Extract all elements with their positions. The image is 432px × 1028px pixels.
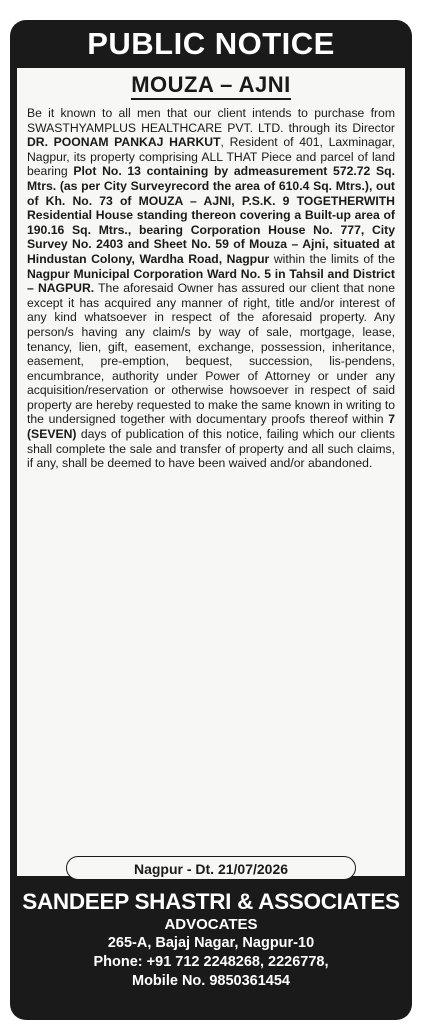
firm-role: ADVOCATES [164, 916, 258, 933]
body-bold-run: Plot No. 13 containing by admeasurement 572.72 Sq. Mtrs. (as per City Surveyrecord the area of 610.4 Sq. Mtrs.), out of Kh. No. 73 of MOUZA – AJNI, P.S.K. 9 TOGETHERWITH Residential House standing thereon covering a Built-up area of 190.16 Sq. Mtrs., bearing Corporation House No. 777, City Survey No. 2403 and Sheet No. 59 of Mouza – Ajni, situated at Hindustan Colony, Wardha Road, Nagpur [27, 164, 395, 266]
body-text-run: days of publication of this notice, failing which our clients shall complete the sale and transfer of property and all such claims, if any, shall be deemed to have been waived and/or abandoned. [27, 427, 395, 471]
notice-title: PUBLIC NOTICE [87, 26, 335, 61]
notice-body-text [27, 106, 395, 471]
notice-date: Nagpur - Dt. 21/07/2026 [66, 856, 356, 880]
body-text-run: The aforesaid Owner has assured our client that none except it has acquired any manner of right, title and/or interest of any kind whatsoever in respect of the aforesaid property. Any person/s having any claim/s by way of sale, mortgage, lease, tenancy, lien, gift, easement, exchange, possession, inheritance, easement, pre-emption, bequest, succession, lis-pendens, encumbrance, authority under Power of Attorney or under any acquisition/reservation or otherwise howsoever in respect of said property are hereby requested to make the same known in writing to the undersigned together with documentary proofs thereof within [27, 281, 395, 427]
public-notice-frame [10, 20, 412, 1020]
body-bold-run: 7 (SEVEN) [27, 412, 395, 442]
body-bold-run: Nagpur Municipal Corporation Ward No. 5 in Tahsil and District – NAGPUR. [27, 266, 395, 296]
firm-name: SANDEEP SHASTRI & ASSOCIATES [22, 889, 400, 914]
advocate-footer [10, 888, 412, 991]
firm-mobile: Mobile No. 9850361454 [132, 973, 290, 989]
body-text-run: , Resident of 401, Laxminagar, Nagpur, its property comprising ALL THAT Piece and parcel of land bearing [27, 135, 396, 179]
body-bold-run: DR. POONAM PANKAJ HARKUT [27, 135, 221, 150]
body-text-run: within the limits of the [269, 251, 395, 266]
notice-subtitle: MOUZA – AJNI [131, 72, 291, 100]
notice-subtitle-wrap [27, 72, 395, 100]
firm-address: 265-A, Bajaj Nagar, Nagpur-10 [107, 935, 315, 951]
firm-phone: Phone: +91 712 2248268, 2226778, [93, 954, 329, 970]
notice-body-panel [17, 68, 405, 876]
body-text-run: Be it known to all men that our client intends to purchase from SWASTHYAMPLUS HEALTHCARE PVT. LTD. through its Director [27, 106, 395, 135]
